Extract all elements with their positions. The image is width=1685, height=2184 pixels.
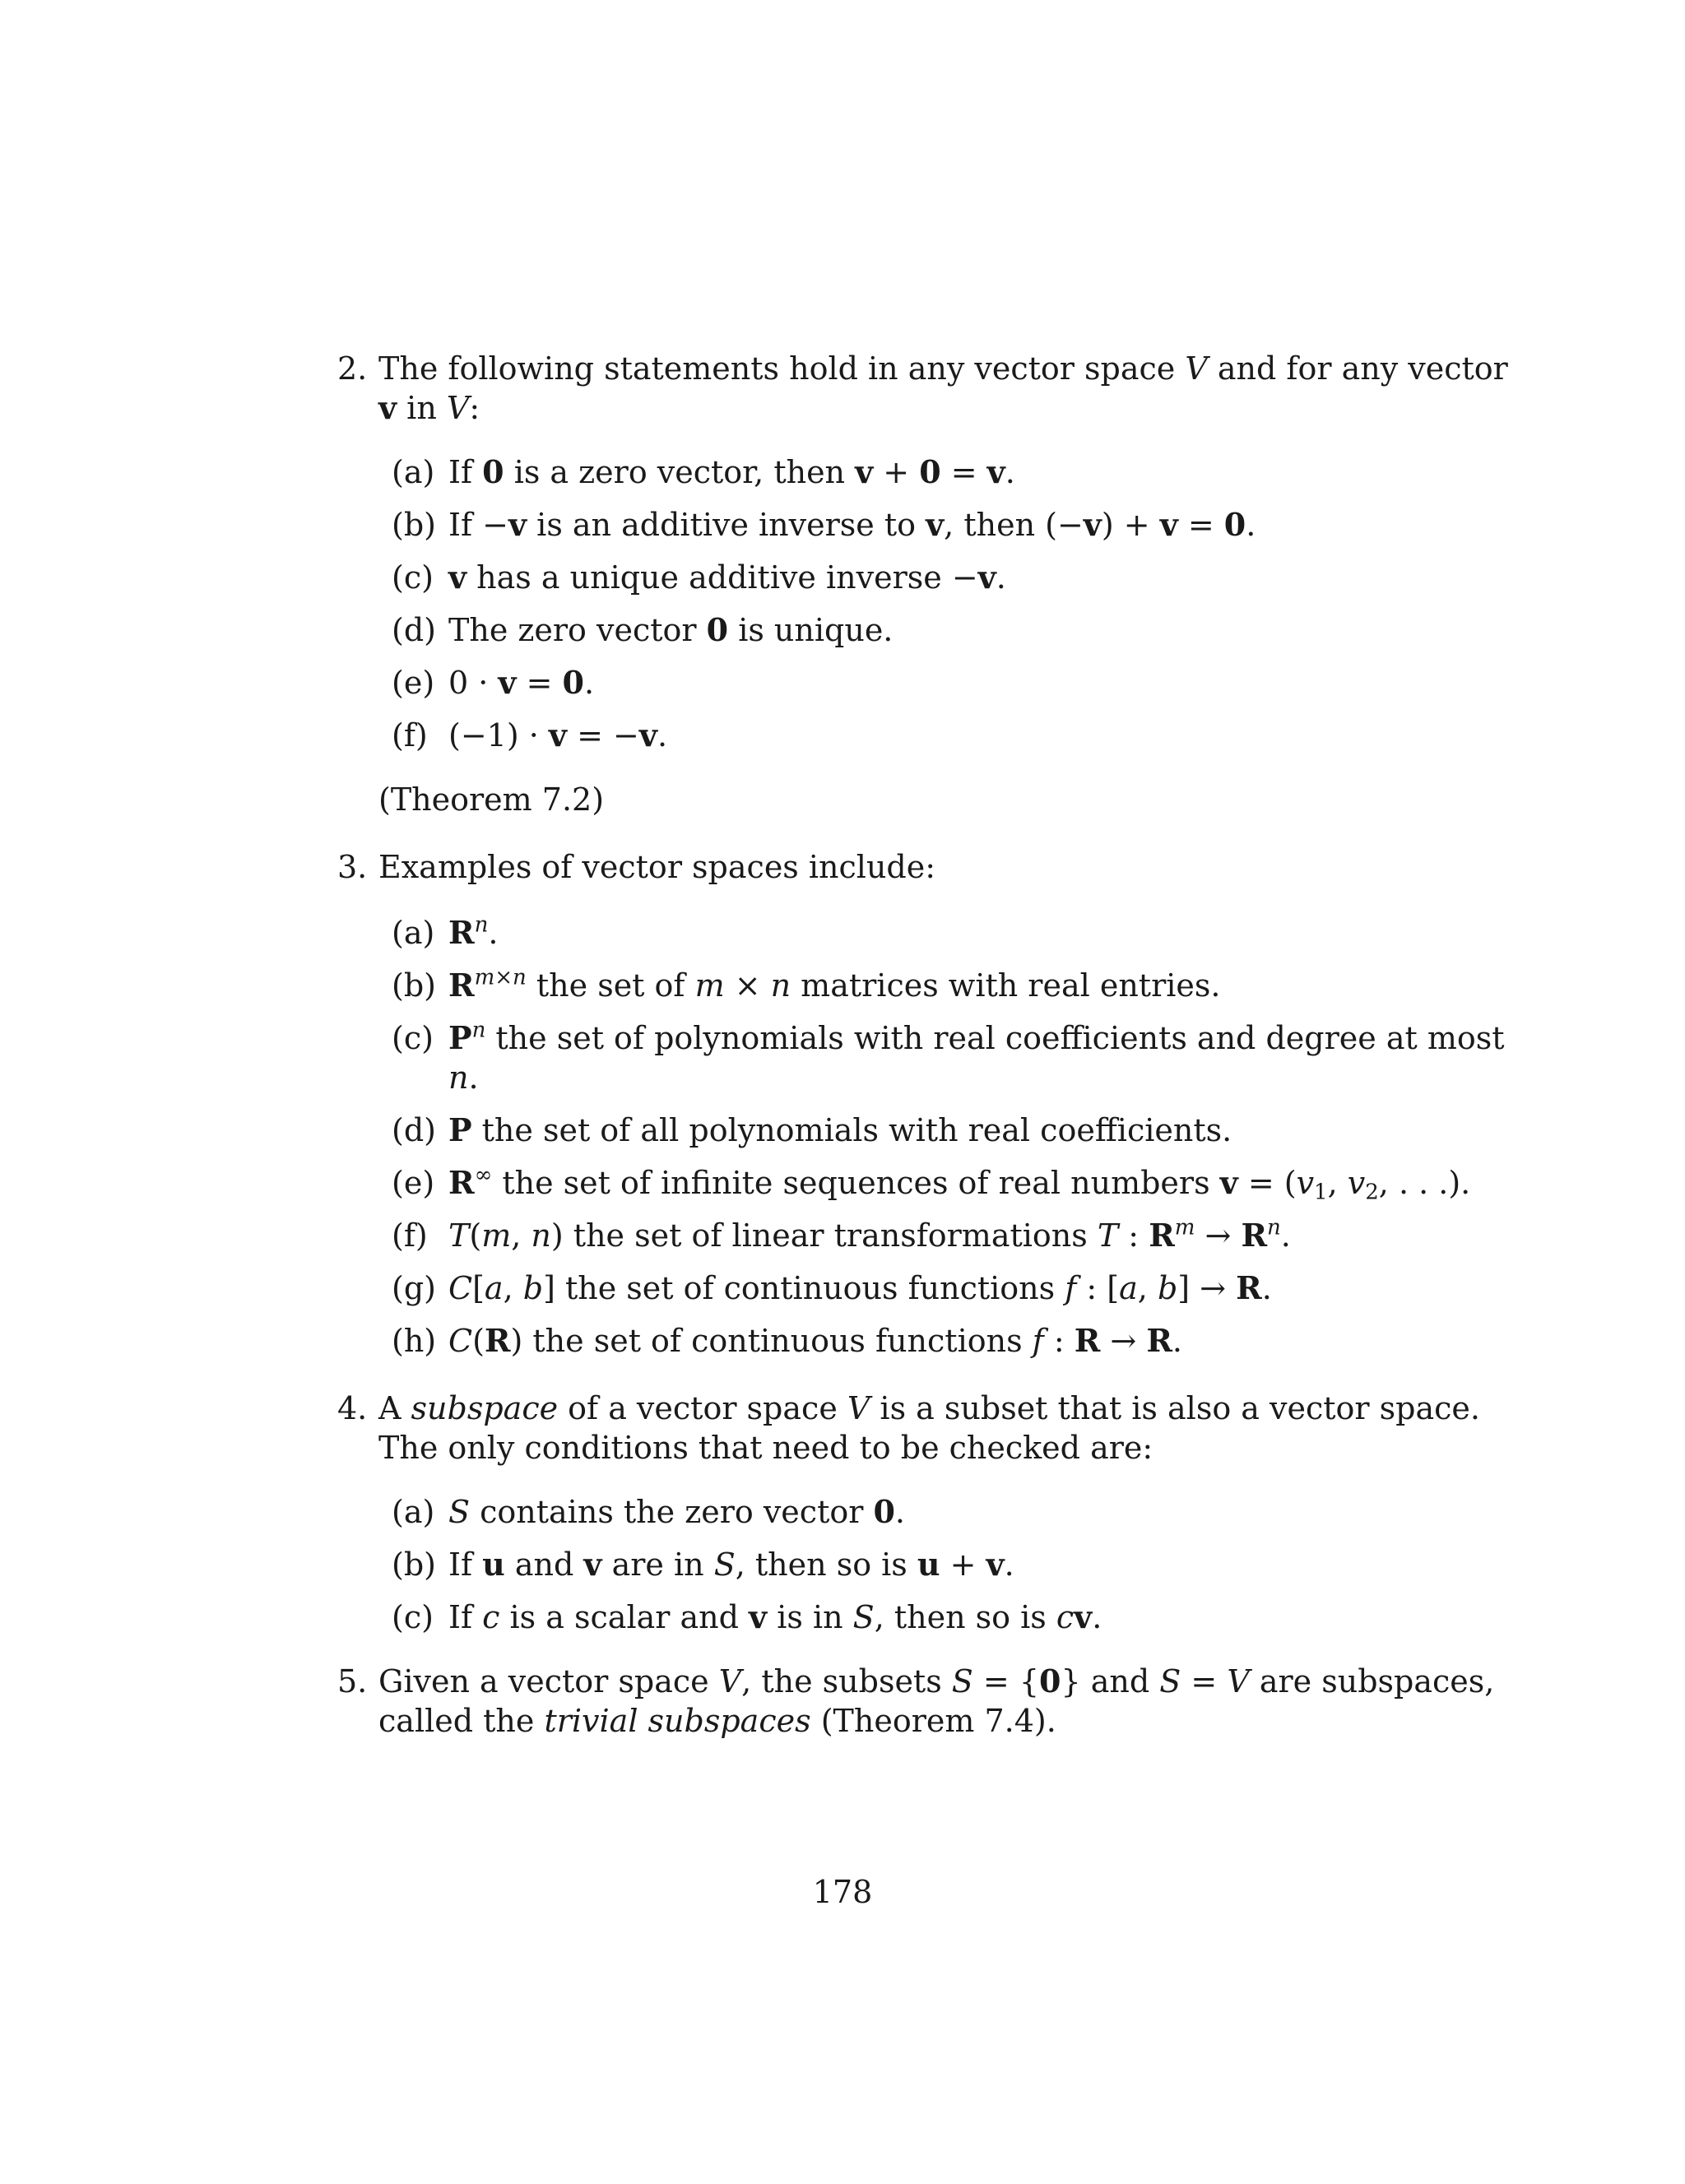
item-4c-text: If c is a scalar and v is in S, then so is cv. [448, 1598, 1102, 1635]
item-5-line-1: Given a vector space V, the subsets S = {0} and S = V are subspaces, [378, 1662, 1495, 1699]
item-3g-text: C[a, b] the set of continuous functions f : [a, b] → R. [448, 1269, 1272, 1306]
item-2a-text: If 0 is a zero vector, then v + 0 = v. [448, 453, 1015, 490]
item-5-line-2: called the trivial subspaces (Theorem 7.4). [378, 1703, 1056, 1739]
item-2e-text: 0 · v = 0. [448, 664, 595, 701]
subitem-label: (h) [392, 1323, 437, 1359]
item-number: 4. [337, 1390, 368, 1426]
item-3h-text: C(R) the set of continuous functions f : R → R. [448, 1322, 1182, 1359]
item-2-line-2: v in V: [378, 389, 480, 426]
item-3d-text: P the set of all polynomials with real coefficients. [448, 1111, 1232, 1148]
page-number: 178 [812, 1874, 873, 1910]
subitem-label: (f) [392, 717, 428, 754]
item-2f-text: (−1) · v = −v. [448, 716, 668, 754]
item-2-line-1: The following statements hold in any vector space V and for any vector [378, 350, 1508, 387]
subitem-label: (g) [392, 1270, 436, 1306]
item-2b-text: If −v is an additive inverse to v, then (−v) + v = 0. [448, 506, 1256, 543]
item-4-line-2: The only conditions that need to be checked are: [378, 1430, 1154, 1466]
subitem-label: (a) [392, 1494, 435, 1530]
subitem-label: (c) [392, 1020, 434, 1056]
subitem-label: (c) [392, 559, 434, 596]
item-3e-text: R∞ the set of infinite sequences of real numbers $v = (v_1$, $v_2$, . . .). [448, 1162, 1471, 1205]
subitem-label: (a) [392, 454, 435, 490]
item-3-line-1: Examples of vector spaces include: [378, 849, 936, 885]
item-3a-text: $R^n$. [448, 912, 499, 951]
item-4a-text: S contains the zero vector 0. [448, 1493, 906, 1530]
subitem-label: (b) [392, 507, 436, 543]
item-number: 5. [337, 1663, 368, 1699]
subitem-label: (d) [392, 612, 436, 648]
item-4b-text: If u and v are in S, then so is u + v. [448, 1546, 1014, 1583]
subitem-label: (e) [392, 665, 435, 701]
subitem-label: (d) [392, 1112, 436, 1148]
item-3f-text: T(m, n) the set of linear transformations T : $R^m \to R^n$. [448, 1215, 1291, 1254]
item-2d-text: The zero vector 0 is unique. [448, 611, 894, 648]
item-number: 3. [337, 849, 368, 885]
subitem-label: (e) [392, 1165, 435, 1201]
item-number: 2. [337, 350, 368, 387]
item-4-line-1: A subspace of a vector space V is a subset that is also a vector space. [378, 1390, 1480, 1426]
subitem-label: (a) [392, 915, 435, 951]
subitem-label: (b) [392, 1546, 436, 1583]
subitem-label: (f) [392, 1217, 428, 1254]
item-3c-line-2: n. [448, 1060, 479, 1096]
item-3c-line-1: $P^n$ the set of polynomials with real coefficients and degree at most [448, 1018, 1505, 1056]
subitem-label: (b) [392, 967, 436, 1004]
item-3b-text: $R^{m\times n}$ the set of m × n matrices with real entries. [448, 965, 1221, 1004]
item-2c-text: v has a unique additive inverse −v. [448, 559, 1006, 596]
subitem-label: (c) [392, 1599, 434, 1635]
theorem-reference: (Theorem 7.2) [378, 781, 605, 818]
